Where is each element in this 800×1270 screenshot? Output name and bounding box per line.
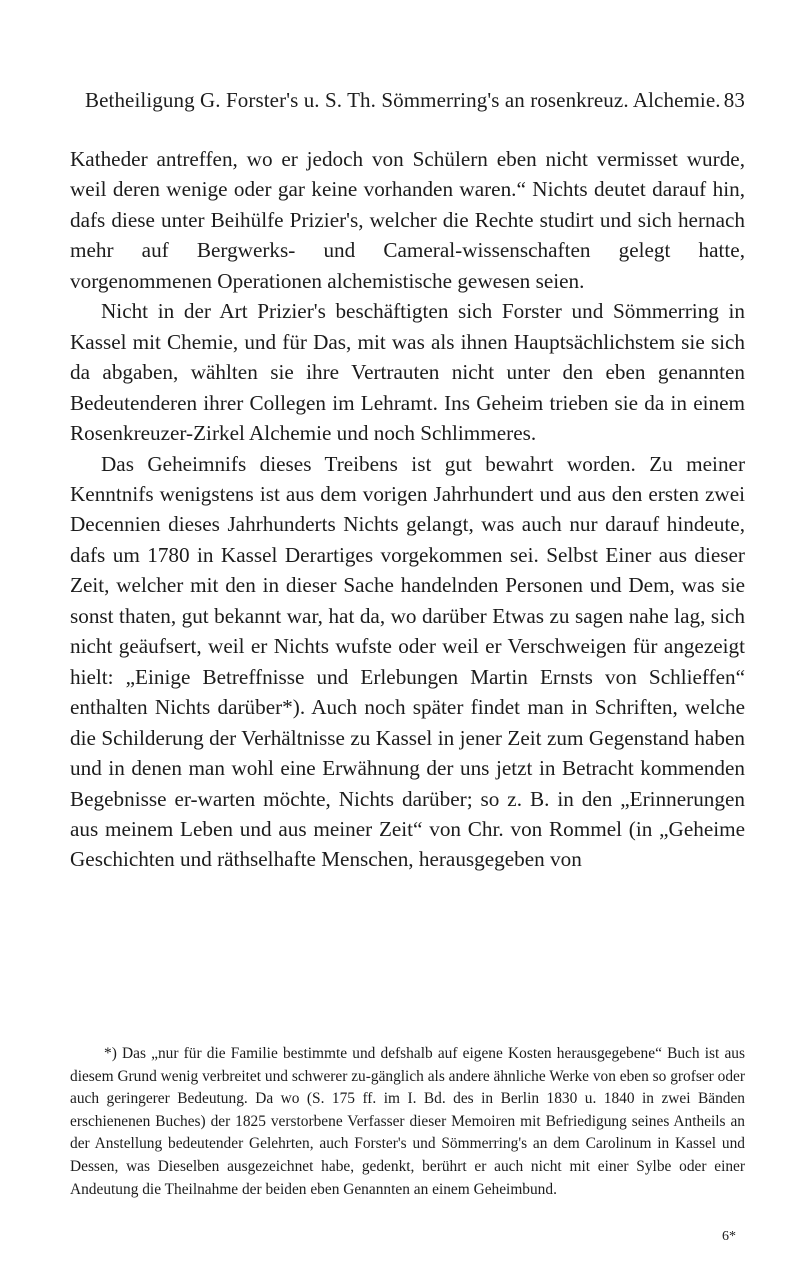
footnote: [70, 1043, 745, 1201]
paragraph-2: Nicht in der Art Prizier's beschäftigten sich Forster und Sömmerring in Kassel mit Chemie, und für Das, mit was als ihnen Hauptsächlichstem sie sich da abgaben, wählten sie ihre Vertrauten nicht unter den eben genannten Bedeutenderen ihrer Collegen im Lehramt. Ins Geheim trieben sie da in einem Rosenkreuzer-Zirkel Alchemie und noch Schlimmeres.: [70, 299, 745, 446]
running-title: Betheiligung G. Forster's u. S. Th. Sömmerring's an rosenkreuz. Alchemie.: [85, 88, 721, 112]
page-number: 83: [723, 88, 745, 112]
footnote-text: *) Das „nur für die Familie bestimmte und defshalb auf eigene Kosten herausgegebene“ Buch ist aus diesem Grund wenig verbreitet und schwerer zu-gänglich als andere ähnliche Werke von eben so grofser oder auch geringerer Bedeutung. Da wo (S. 175 ff. im I. Bd. des in Berlin 1830 u. 1840 in zwei Bänden erschienenen Buches) der 1825 verstorbene Verfasser dieser Memoiren mit Befriedigung seines Antheils an der Anstellung bedeutender Gelehrten, auch Forster's und Sömmerring's an dem Carolinum in Kassel und Dessen, was Dieselben ausgezeichnet habe, gedenkt, berührt er auch nicht mit einer Sylbe oder einer Andeutung die Theilnahme der beiden eben Genannten an einem Geheimbund.: [70, 1045, 745, 1198]
paragraph-3: Das Geheimnifs dieses Treibens ist gut bewahrt worden. Zu meiner Kenntnifs wenigstens ist aus dem vorigen Jahrhundert und aus den ersten zwei Decennien dieses Jahrhunderts Nichts gelangt, was auch nur darauf hindeute, dafs um 1780 in Kassel Derartiges vorgekommen sei. Selbst Einer aus dieser Zeit, welcher mit den in dieser Sache handelnden Personen und Dem, was sie sonst thaten, gut bekannt war, hat da, wo darüber Etwas zu sagen nahe lag, sich nicht geäufsert, weil er Nichts wufste oder weil er Verschweigen für angezeigt hielt: „Einige Betreffnisse und Erlebungen Martin Ernsts von Schlieffen“ enthalten Nichts darüber*). Auch noch später findet man in Schriften, welche die Schilderung der Verhältnisse zu Kassel in jener Zeit zum Gegenstand haben und in denen man wohl eine Erwähnung der uns jetzt in Betracht kommenden Begebnisse er-warten möchte, Nichts darüber; so z. B. in den „Erinnerungen aus meinem Leben und aus meiner Zeit“ von Chr. von Rommel (in „Geheime Geschichten und räthselhafte Menschen, herausgegeben von: [70, 451, 745, 872]
signature-mark: 6*: [722, 1229, 736, 1244]
body-text: [70, 144, 745, 875]
paragraph-1: Katheder antreffen, wo er jedoch von Schülern eben nicht vermisset wurde, weil deren wenige oder gar keine vorhanden waren.“ Nichts deutet darauf hin, dafs diese unter Beihülfe Prizier's, welcher die Rechte studirt und sich hernach mehr auf Bergwerks- und Cameral-wissenschaften gelegt hatte, vorgenommenen Operationen alchemistische gewesen seien.: [70, 147, 745, 293]
running-header: [85, 86, 745, 114]
